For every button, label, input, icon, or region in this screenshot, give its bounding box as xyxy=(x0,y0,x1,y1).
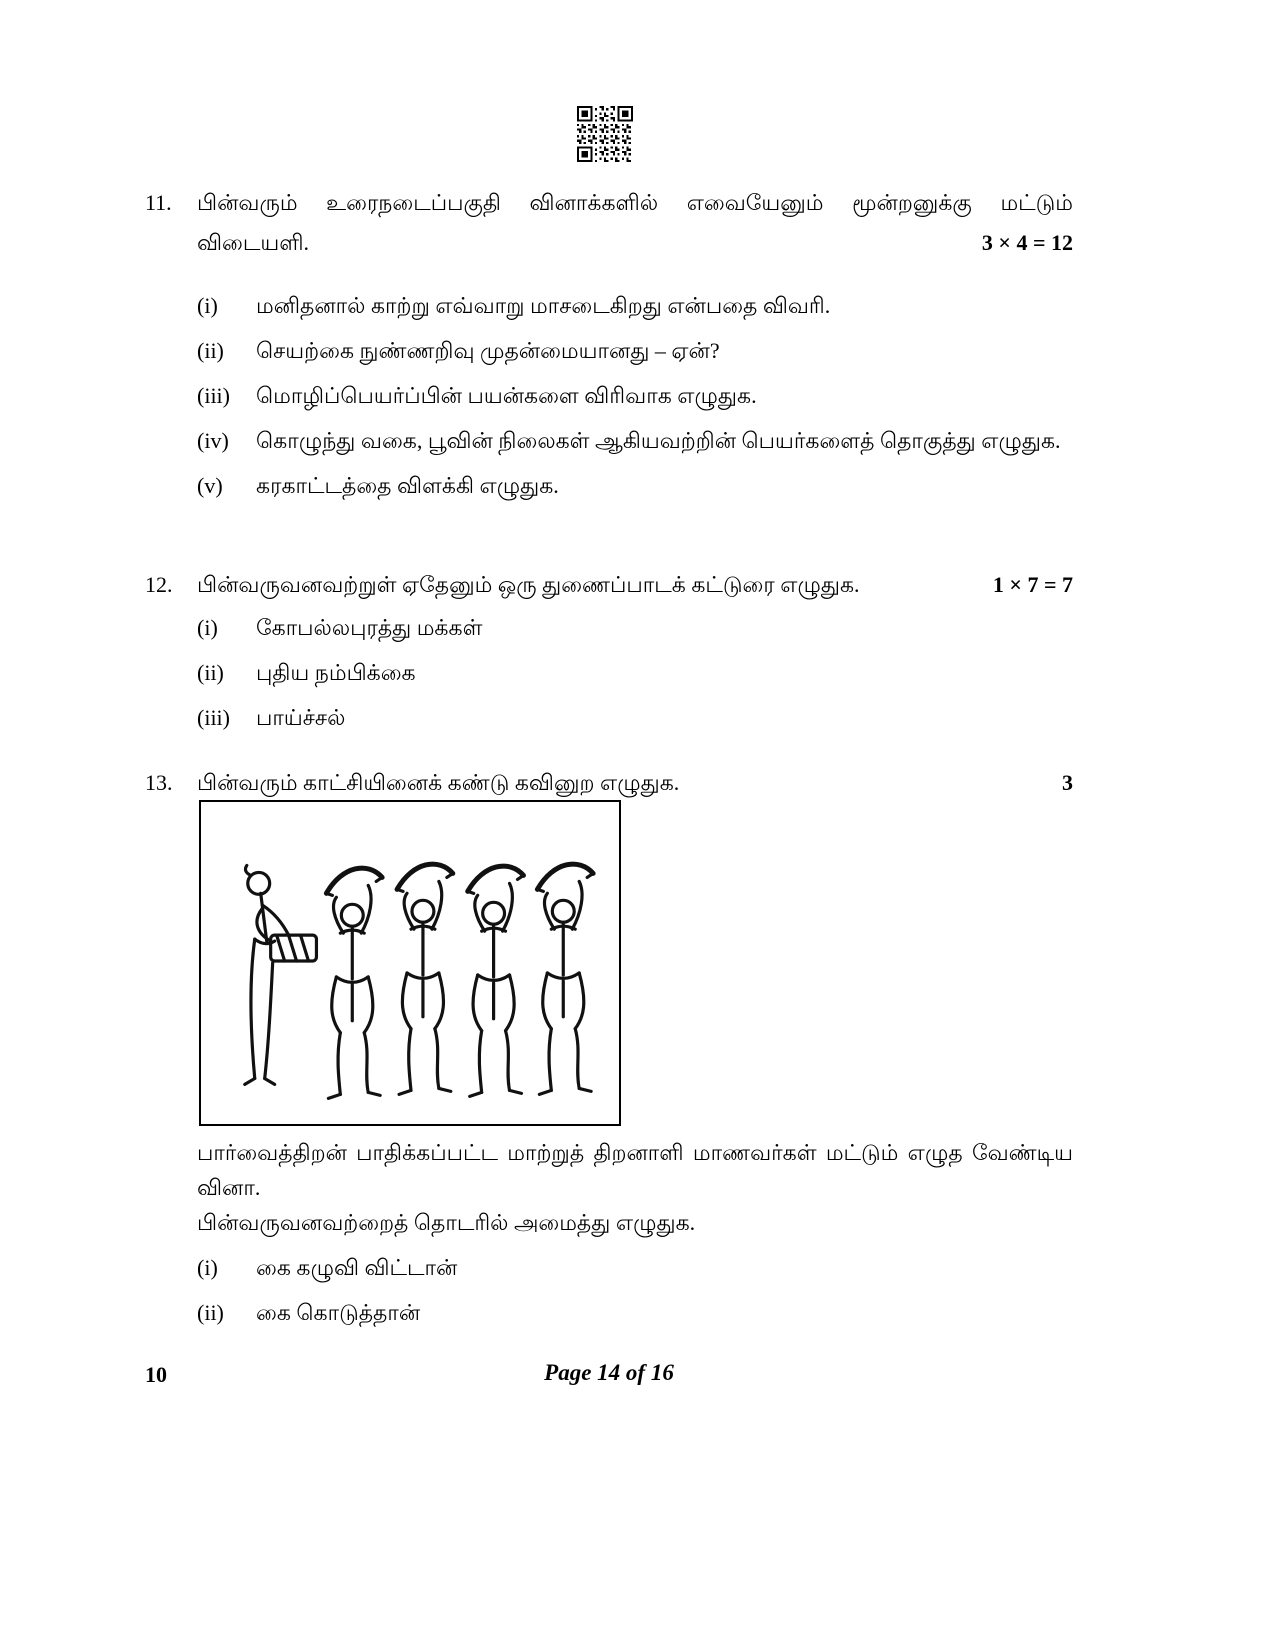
item-text: புதிய நம்பிக்கை xyxy=(256,660,416,685)
question-11-item-ii xyxy=(197,333,1073,368)
item-label: (i) xyxy=(197,1255,218,1280)
item-label: (iii) xyxy=(197,705,230,730)
question-11-header xyxy=(145,183,1073,263)
item-label: (ii) xyxy=(197,660,224,685)
question-13-instruction: பின்வருவனவற்றைத் தொடரில் அமைத்து எழுதுக. xyxy=(197,1210,696,1235)
question-13-item-i xyxy=(197,1250,1073,1285)
item-label: (i) xyxy=(197,293,218,318)
item-text: பாய்ச்சல் xyxy=(256,705,346,730)
item-label: (v) xyxy=(197,473,223,498)
question-12-items xyxy=(197,610,1073,745)
question-11-item-v xyxy=(197,468,1073,503)
dancers-illustration xyxy=(201,802,619,1124)
question-13-items xyxy=(197,1250,1073,1340)
question-12-number: 12. xyxy=(145,572,173,597)
item-label: (iv) xyxy=(197,428,229,453)
question-11-item-iii xyxy=(197,378,1073,413)
question-12-marks: 1 × 7 = 7 xyxy=(992,572,1073,597)
question-11-marks: 3 × 4 = 12 xyxy=(981,230,1073,255)
item-label: (ii) xyxy=(197,1300,224,1325)
question-11-item-iv xyxy=(197,423,1073,458)
qr-code-icon xyxy=(577,106,633,162)
question-11-text: பின்வரும் உரைநடைப்பகுதி வினாக்களில் எவையேனும் மூன்றனுக்கு மட்டும் விடையளி. xyxy=(197,190,1073,255)
item-text: மனிதனால் காற்று எவ்வாறு மாசடைகிறது என்பதை விவரி. xyxy=(256,293,831,318)
question-11-number: 11. xyxy=(145,190,172,215)
question-12-text: பின்வருவனவற்றுள் ஏதேனும் ஒரு துணைப்பாடக் கட்டுரை எழுதுக. xyxy=(197,572,860,597)
page-number-label: Page 14 of 16 xyxy=(544,1360,674,1385)
question-11-item-i xyxy=(197,288,1073,323)
question-13-special-note: பார்வைத்திறன் பாதிக்கப்பட்ட மாற்றுத் திறனாளி மாணவர்கள் மட்டும் எழுத வேண்டிய வினா. xyxy=(197,1140,1073,1200)
item-text: மொழிப்பெயர்ப்பின் பயன்களை விரிவாக எழுதுக. xyxy=(256,383,757,408)
drummer-figure xyxy=(245,865,317,1084)
question-11-items xyxy=(197,288,1073,513)
item-text: கை கழுவி விட்டான் xyxy=(256,1255,458,1280)
question-13-number: 13. xyxy=(145,770,173,795)
paper-code: 10 xyxy=(145,1362,167,1387)
question-12-header xyxy=(145,565,1073,605)
question-12-item-i xyxy=(197,610,1073,645)
question-12-item-ii xyxy=(197,655,1073,690)
item-label: (i) xyxy=(197,615,218,640)
question-13-header xyxy=(145,763,1073,803)
item-text: கரகாட்டத்தை விளக்கி எழுதுக. xyxy=(256,473,559,498)
item-label: (ii) xyxy=(197,338,224,363)
question-13-item-ii xyxy=(197,1295,1073,1330)
question-13-text: பின்வரும் காட்சியினைக் கண்டு கவினுற எழுதுக. xyxy=(197,770,680,795)
item-label: (iii) xyxy=(197,383,230,408)
scene-image xyxy=(199,800,621,1126)
item-text: கொழுந்து வகை, பூவின் நிலைகள் ஆகியவற்றின் பெயர்களைத் தொகுத்து எழுதுக. xyxy=(256,428,1061,453)
item-text: செயற்கை நுண்ணறிவு முதன்மையானது – ஏன்? xyxy=(256,338,720,363)
question-13-marks: 3 xyxy=(1062,770,1073,795)
item-text: கோபல்லபுரத்து மக்கள் xyxy=(256,615,483,640)
question-12-item-iii xyxy=(197,700,1073,735)
item-text: கை கொடுத்தான் xyxy=(256,1300,421,1325)
